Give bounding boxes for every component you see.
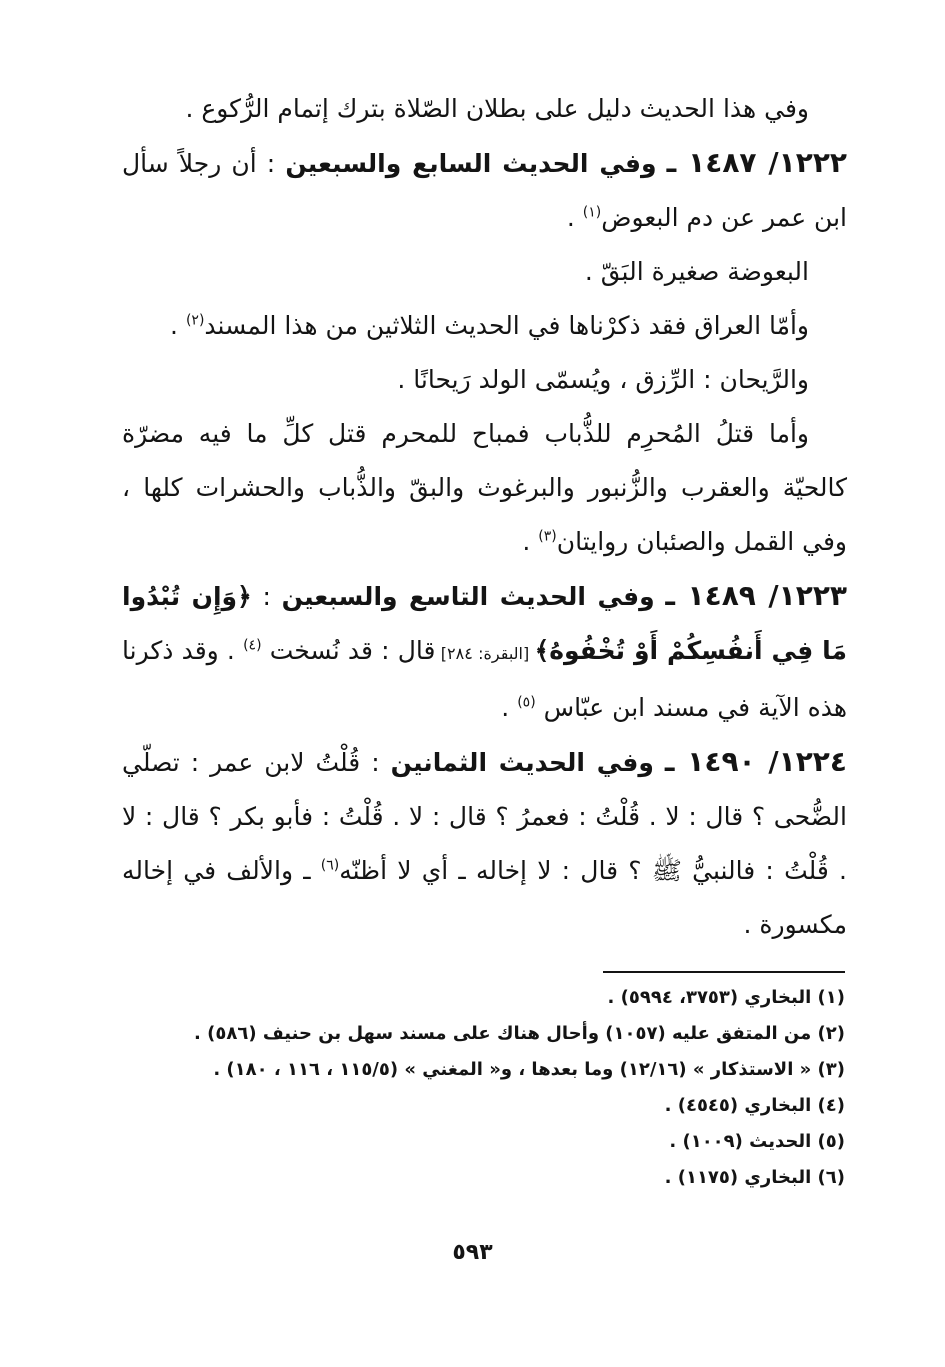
paragraph-rayhan: والرَّيحان : الرِّزق ، ويُسمّى الولد رَيحانًا . bbox=[397, 365, 809, 394]
main-text bbox=[122, 82, 847, 952]
paragraph-qatl: وأما قتلُ المُحرِم للذُّباب فمباح للمحرم قتل كلِّ ما فيه مضرّة كالحيّة والعقرب والزُّنبور والبرغوث والبقّ والذُّباب والحشرات كلها ، وفي القمل والصئبان روايتان$^{(٣)}$ . bbox=[122, 419, 847, 556]
verse-reference: [البقرة: ٢٨٤] bbox=[435, 644, 535, 663]
footnote: (٢) من المتفق عليه (١٠٥٧) وأحال هناك على مسند سهل بن حنيف (٥٨٦) . bbox=[194, 1023, 845, 1044]
page-number: ٥٩٣ bbox=[452, 1240, 493, 1265]
footnote-ref: (٢) bbox=[185, 312, 205, 329]
quran-verse: ﴿وَإِن تُبْدُوا مَا فِي أَنفُسِكُمْ أَوْ تُخْفُوهُ﴾ bbox=[122, 582, 848, 665]
hadith-number: ١٢٢٣/ ١٤٨٩ ـ bbox=[665, 579, 847, 612]
footnote: (٤) البخاري (٤٥٤٥) . bbox=[664, 1095, 845, 1116]
paragraph-baouda: البعوضة صغيرة البَقّ . bbox=[584, 257, 809, 286]
footnote-ref: (٥) bbox=[517, 694, 536, 711]
footnote-ref: (١) bbox=[582, 204, 602, 221]
hadith-title: وفي الحديث السابع والسبعين bbox=[285, 149, 657, 178]
footnote-divider bbox=[603, 971, 845, 973]
hadith-number: ١٢٢٤/ ١٤٩٠ ـ bbox=[664, 745, 847, 778]
hadith-number: ١٢٢٢/ ١٤٨٧ ـ bbox=[666, 146, 848, 179]
footnote-ref: (٦) bbox=[320, 857, 340, 874]
footnote: (٣) « الاستذكار » (١٢/١٦) وما بعدها ، و« المغني » (١١٥/٥ ، ١١٦ ، ١٨٠) . bbox=[213, 1059, 845, 1080]
footnote: (٦) البخاري (١١٧٥) . bbox=[664, 1167, 845, 1188]
footnote-ref: (٣) bbox=[538, 528, 557, 545]
footnote-ref: (٤) bbox=[243, 637, 262, 654]
hadith-title: وفي الحديث الثمانين bbox=[390, 748, 654, 777]
footnote: (٥) الحديث (١٠٠٩) . bbox=[669, 1131, 845, 1152]
hadith-1224: ١٢٢٤/ ١٤٩٠ ـ وفي الحديث الثمانين : قُلْتُ لابن عمر : تصلّي الضُّحى ؟ قال : لا . قُلْتُ : فعمرُ ؟ قال : لا . قُلْتُ : فأبو بكر ؟ قال : لا . قُلْتُ : فالنبيُّ ﷺ ؟ قال : لا إخاله ـ أي لا أظنّه$^{(٦)}$ ـ والألف في إخاله مكسورة . bbox=[122, 745, 847, 939]
hadith-1223: ١٢٢٣/ ١٤٨٩ ـ وفي الحديث التاسع والسبعين : ﴿وَإِن تُبْدُوا مَا فِي أَنفُسِكُمْ أَوْ تُخْفُوهُ﴾ [البقرة: ٢٨٤] قال : قد نُسخت $^{(٤)}$ . وقد ذكرنا هذه الآية في مسند ابن عبّاس $^{(٥)}$ . bbox=[122, 579, 848, 722]
footnote: (١) البخاري (٣٧٥٣، ٥٩٩٤) . bbox=[607, 987, 845, 1008]
paragraph-rukoo: وفي هذا الحديث دليل على بطلان الصّلاة بترك إتمام الرُّكوع . bbox=[185, 94, 809, 123]
hadith-title: وفي الحديث التاسع والسبعين bbox=[281, 582, 655, 611]
hadith-1222: ١٢٢٢/ ١٤٨٧ ـ وفي الحديث السابع والسبعين : أن رجلاً سأل ابن عمر عن دم البعوض$^{(١)}$ . bbox=[122, 146, 848, 232]
paragraph-iraq: وأمّا العراق فقد ذكرْناها في الحديث الثلاثين من هذا المسند$^{(٢)}$ . bbox=[170, 311, 809, 340]
footnotes bbox=[105, 980, 845, 1196]
